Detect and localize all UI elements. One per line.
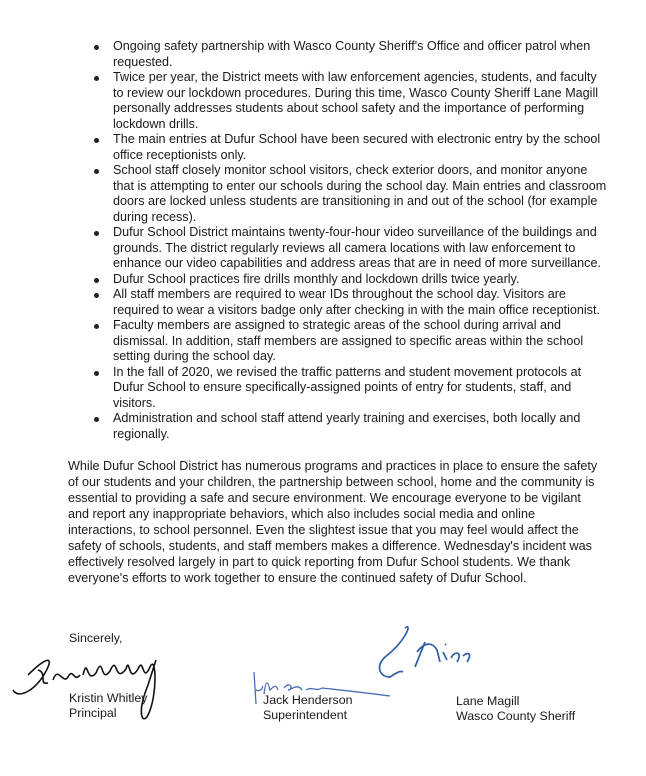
signatory-name: Kristin Whitley (69, 691, 148, 705)
list-item-text-line: Dufur School District maintains twenty-four-hour video surveillance of the buildings and (113, 225, 597, 239)
paragraph-line: everyone's efforts to work together to ensure the continued safety of Dufur School. (68, 571, 527, 585)
signatory-name: Jack Henderson (263, 693, 353, 707)
bullet-icon (94, 45, 99, 50)
list-item (90, 411, 630, 442)
list-item-text-line: setting during the school day. (113, 349, 276, 363)
closing-salutation: Sincerely, (69, 631, 123, 645)
bullet-icon (94, 76, 99, 81)
signatory-title: Superintendent (263, 708, 348, 722)
bullet-icon (94, 278, 99, 283)
paragraph-line: safety of schools, students, and staff members makes a difference. Wednesday's incident was (68, 539, 592, 553)
list-item (90, 272, 630, 288)
list-item-text-line: Ongoing safety partnership with Wasco County Sheriff's Office and officer patrol when (113, 39, 591, 53)
paragraph-line: effectively resolved largely in part to quick reporting from Dufur School students. We thank (68, 555, 571, 569)
paragraph-line: and report any inappropriate behaviors, which also includes social media and online (68, 507, 535, 521)
list-item-text-line: In the fall of 2020, we revised the traffic patterns and student movement protocols at (113, 364, 582, 379)
list-item-text-line: School staff closely monitor school visitors, check exterior doors, and monitor anyone (113, 163, 588, 177)
list-item-text-line: Administration and school staff attend yearly training and exercises, both locally and (113, 411, 581, 425)
safety-measures-list (90, 39, 630, 442)
bullet-icon (94, 371, 99, 376)
list-item-text-line: during recess). (113, 209, 197, 224)
list-item-text-line: visitors. (113, 395, 156, 410)
list-item (90, 70, 630, 132)
list-item-text-line: The main entries at Dufur School have been secured with electronic entry by the school (113, 132, 601, 146)
list-item (90, 163, 630, 225)
bullet-icon (94, 138, 99, 143)
list-item-text-line: personally addresses students about school safety and the importance of performing (113, 101, 585, 115)
bullet-icon (94, 169, 99, 174)
bullet-icon (94, 293, 99, 298)
list-item (90, 39, 630, 70)
list-item-text-line: that is attempting to enter our schools during the school day. Main entries and classroom (113, 178, 607, 193)
list-item-text-line: Dufur School practices fire drills monthly and lockdown drills twice yearly. (113, 271, 520, 286)
signature-lane-magill (355, 622, 485, 682)
list-item-text-line: office receptionists only. (113, 147, 247, 162)
signatory-name: Lane Magill (456, 694, 520, 708)
list-item-text-line: All staff members are required to wear IDs throughout the school day. Visitors are (113, 287, 566, 301)
list-item-text-line: required to wear a visitors badge only after checking in with the main office receptionist. (113, 302, 600, 317)
list-item (90, 365, 630, 412)
paragraph-line: interactions, to school personnel. Even the slightest issue that you may feel would affect the (68, 523, 579, 537)
bullet-icon (94, 231, 99, 236)
list-item (90, 287, 630, 318)
signatory-title: Principal (69, 706, 117, 720)
bullet-icon (94, 417, 99, 422)
list-item-text-line: to review our lockdown procedures. During this time, Wasco County Sheriff Lane Magill (113, 85, 599, 100)
list-item-text-line: enhance our video capabilities and address areas that are in need of more surveillance. (113, 256, 601, 270)
list-item-text-line: doors are locked unless students are transitioning in and out of the school (for example (113, 194, 598, 208)
bullet-icon (94, 324, 99, 329)
paragraph-line: of our students and your children, the partnership between school, home and the community is (68, 475, 595, 489)
list-item-text-line: grounds. The district regularly reviews all camera locations with law enforcement to (113, 240, 576, 255)
list-item-text-line: dismissal. In addition, staff members are assigned to specific areas within the school (113, 333, 584, 348)
paragraph-line: While Dufur School District has numerous programs and practices in place to ensure the safety (68, 459, 598, 473)
list-item-text-line: Faculty members are assigned to strategic areas of the school during arrival and (113, 318, 562, 332)
list-item-text-line: requested. (113, 54, 173, 69)
list-item (90, 132, 630, 163)
list-item-text-line: regionally. (113, 426, 170, 441)
list-item-text-line: lockdown drills. (113, 116, 199, 131)
list-item-text-line: Twice per year, the District meets with law enforcement agencies, students, and faculty (113, 70, 597, 84)
closing-paragraph (68, 458, 638, 586)
signatory-title: Wasco County Sheriff (456, 709, 576, 723)
list-item (90, 318, 630, 365)
list-item-text-line: Dufur School to ensure specifically-assigned points of entry for students, staff, and (113, 380, 572, 394)
paragraph-line: essential to providing a safe and secure environment. We encourage everyone to be vigilant (68, 491, 581, 505)
list-item (90, 225, 630, 272)
